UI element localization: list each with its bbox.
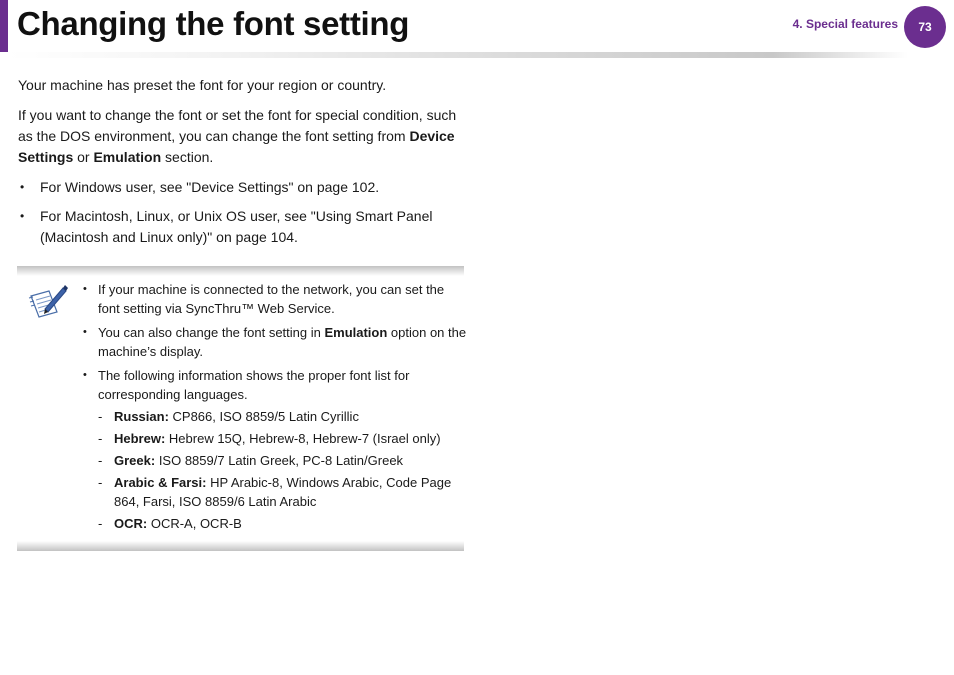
note-item-emulation: • You can also change the font setting in Emulation option on the machine’s display. [81,323,467,361]
page-title: Changing the font setting [17,5,410,42]
font-row-greek: - Greek: ISO 8859/7 Latin Greek, PC-8 Latin/Greek [98,451,467,470]
note-list [81,280,467,538]
emulation-term: Emulation [93,149,162,165]
reference-list-windows [18,177,468,198]
note-box [17,266,467,551]
note-item-network: • If your machine is connected to the network, you can set the font setting via SyncThru™ Web Service. [81,280,467,318]
intro-paragraph-2: If you want to change the font or set the font for special condition, such as the DOS environment, you can change the font setting from Device Settings or Emulation section. [18,107,457,165]
font-row-arabic-farsi: - Arabic & Farsi: HP Arabic-8, Windows Arabic, Code Page 864, Farsi, ISO 8859/6 Latin Arabic [98,473,467,511]
header-divider [8,52,908,58]
font-language-list [98,407,467,533]
page-number-badge: 73 [904,6,946,48]
note-top-border [17,266,464,276]
list-item: • For Macintosh, Linux, or Unix OS user, see "Using Smart Panel (Macintosh and Linux only)" on page 104. [18,206,468,248]
note-pencil-icon [27,282,69,320]
device-settings-term: Device Settings [18,128,455,165]
intro-paragraph-1: Your machine has preset the font for your region or country. [18,77,387,93]
note-item-font-list: • The following information shows the proper font list for corresponding languages. - Russian: CP866, ISO 8859/5 Latin Cyrillic - Hebrew: Hebrew 15Q, Hebrew-8, Hebrew-7 (Israel only) - Greek: ISO 8859/7 Latin Greek, PC-8 Latin/Greek - Arabic & Farsi: HP Arabic-8, Windows Arabic, Code Page 864, Farsi, ISO 8859/6 Latin Arabic - OCR: OCR-A, OCR-B [81,366,467,533]
note-bottom-border [17,541,464,551]
font-row-hebrew: - Hebrew: Hebrew 15Q, Hebrew-8, Hebrew-7 (Israel only) [98,429,467,448]
chapter-label: 4. Special features [792,17,898,31]
header-accent-bar [0,0,8,52]
list-item: • For Windows user, see "Device Settings" on page 102. [18,177,468,198]
font-row-ocr: - OCR: OCR-A, OCR-B [98,514,467,533]
font-row-russian: - Russian: CP866, ISO 8859/5 Latin Cyrillic [98,407,467,426]
reference-list-mac [18,206,468,248]
